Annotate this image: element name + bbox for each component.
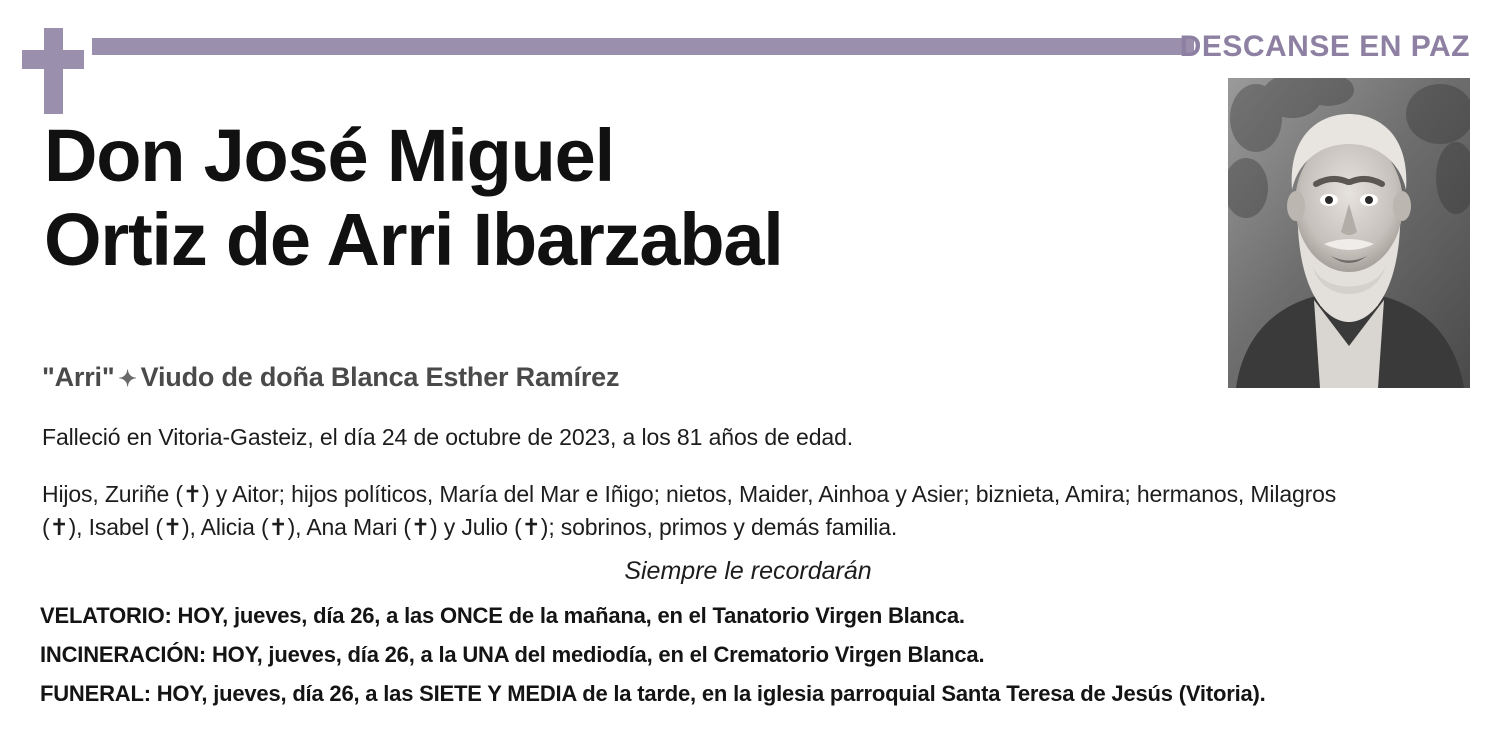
service-line-funeral: FUNERAL: HOY, jueves, día 26, a las SIETE Y MEDIA de la tarde, en la iglesia parroquial Santa Teresa de Jesús (Vitoria). — [40, 681, 1266, 706]
death-notice: Falleció en Vitoria-Gasteiz, el día 24 de octubre de 2023, a los 81 años de edad. — [42, 424, 854, 450]
service-line-velatorio: VELATORIO: HOY, jueves, día 26, a las ONCE de la mañana, en el Tanatorio Virgen Blanca. — [40, 603, 965, 628]
remembrance-text: Siempre le recordarán — [624, 557, 872, 585]
nickname-and-relation — [42, 362, 619, 393]
relation: Viudo de doña Blanca Esther Ramírez — [140, 362, 620, 392]
nickname: "Arri" — [42, 362, 115, 392]
cross-icon — [22, 28, 84, 114]
banner-rule — [92, 38, 1194, 55]
banner-text: DESCANSE EN PAZ — [1179, 30, 1470, 63]
service-details — [40, 605, 1470, 722]
family-list: Hijos, Zuriñe (✝) y Aitor; hijos políticos, María del Mar e Iñigo; nietos, Maider, Ainhoa y Asier; biznieta, Amira; hermanos, Milagros (✝), Isabel (✝), Alicia (✝), Ana Mari (✝) y Julio (✝); sobrinos, primos y demás familia. — [42, 481, 1337, 540]
deceased-name — [44, 114, 1174, 282]
diamond-icon: ✦ — [118, 366, 137, 391]
portrait-photo — [1228, 78, 1470, 388]
name-line-2: Ortiz de Arri Ibarzabal — [44, 198, 783, 282]
name-line-1: Don José Miguel — [44, 114, 614, 197]
service-line-incineracion: INCINERACIÓN: HOY, jueves, día 26, a la UNA del mediodía, en el Crematorio Virgen Blanca. — [40, 642, 985, 667]
